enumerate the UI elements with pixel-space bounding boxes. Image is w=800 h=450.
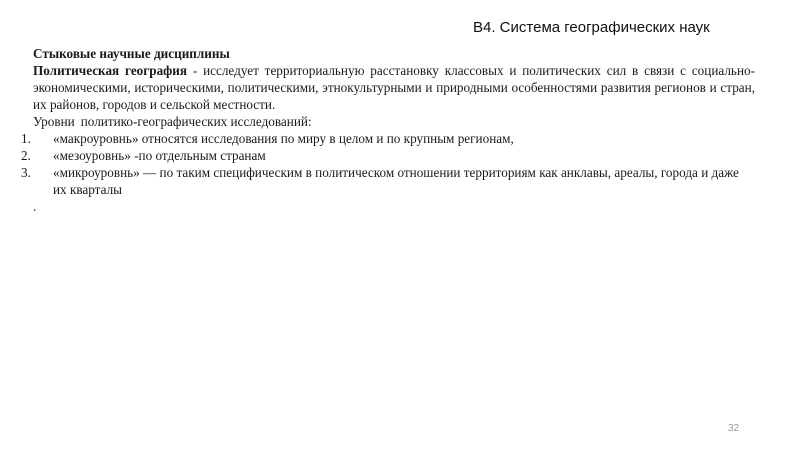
list-item-text: «микроуровнь» — по таким специфическим в политическом отношении территориям как анклавы, ареалы, города и даже их кварталы [53,165,739,197]
definition-term: Политическая география [33,63,188,78]
list-item-number: 1. [21,131,31,146]
slide-title: В4. Система географических наук [473,19,710,36]
levels-rest: политико-географических исследований: [80,114,312,129]
list-item-text: «мезоуровнь» -по отдельным странам [53,148,266,163]
trailing-dot: . [33,199,37,214]
definition-text: - исследует территориальную расстановку классовых и политических сил в связи с социально-экономическими, историческими, политическими, этнокультурными и природными особенностями развития регионов и стран, их районов, городов и сельской местности. [33,63,755,112]
section-heading: Стыковые научные дисциплины [33,46,230,61]
list-item [21,164,755,198]
page-number: 32 [728,423,740,434]
list-item [21,130,755,147]
levels-list [21,130,755,198]
levels-label [33,113,755,130]
list-item [21,147,755,164]
list-item-number: 3. [21,165,31,180]
definition-paragraph [33,62,755,113]
list-item-text: «макроуровнь» относятся исследования по миру в целом и по крупным регионам, [53,131,514,146]
slide-content [21,45,755,215]
levels-word: Уровни [33,114,75,129]
list-item-number: 2. [21,148,31,163]
